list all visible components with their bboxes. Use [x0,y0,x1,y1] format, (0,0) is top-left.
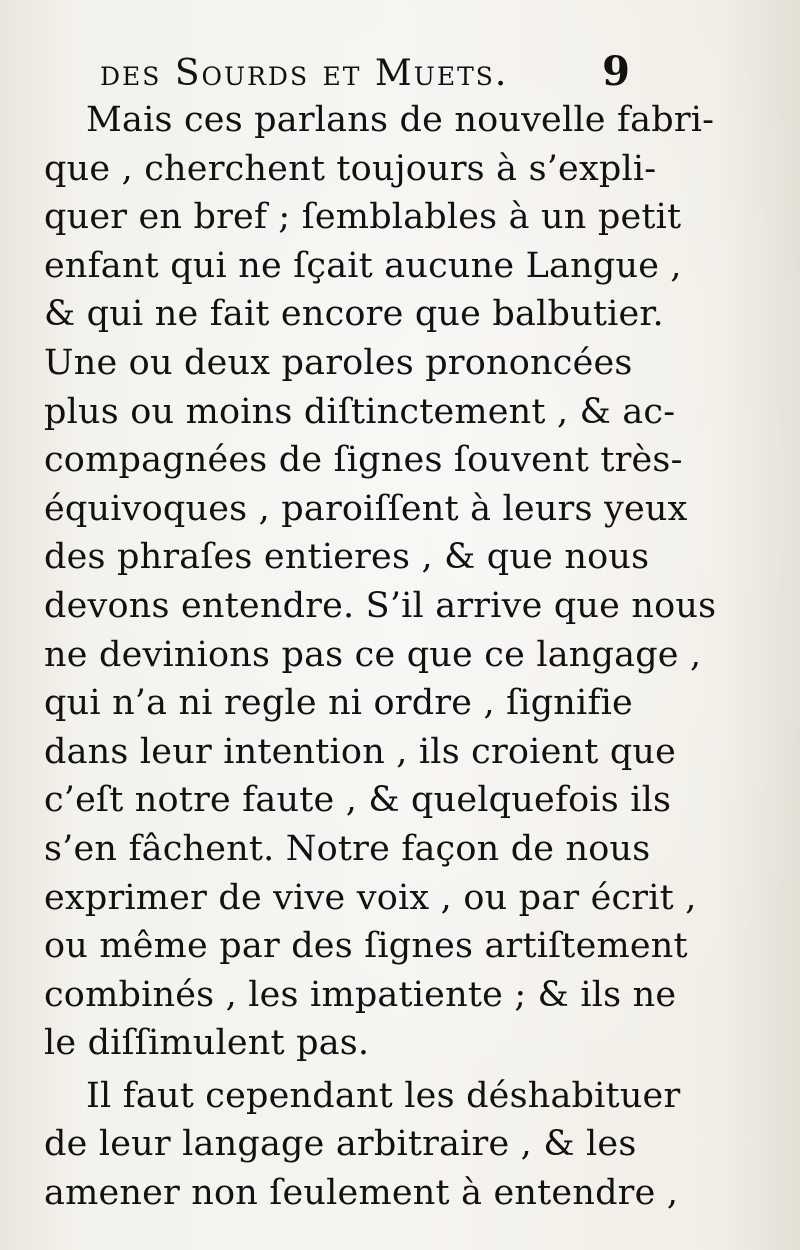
running-title: des Sourds et Muets. [100,53,509,94]
text-line: devons entendre. S’il arrive que nous [44,585,717,626]
text-line: équivoques , paroiſſent à leurs yeux [44,488,688,529]
body-text [44,96,717,1218]
text-line: s’en fâchent. Notre façon de nous [44,828,651,869]
text-line: Une ou deux paroles prononcées [44,342,633,383]
text-line: exprimer de vive voix , ou par écrit , [44,877,697,918]
text-line: amener non ſeulement à entendre , [44,1173,679,1214]
text-line: & qui ne fait encore que balbutier. [44,294,664,335]
text-line: combinés , les impatiente ; & ils ne [44,974,677,1015]
text-line: de leur langage arbitraire , & les [44,1124,637,1165]
text-line: Mais ces parlans de nouvelle fabri- [86,100,715,140]
text-line: ne devinions pas ce que ce langage , [44,634,702,675]
page-number: 9 [602,48,630,95]
text-line: Il faut cependant les déshabituer [86,1075,681,1116]
text-line: c’eſt notre faute , & quelquefois ils [44,780,672,821]
text-line: quer en bref ; ſemblables à un petit [44,197,682,238]
text-line: ou même par des ſignes artiſtement [44,926,688,967]
text-line: des phraſes entieres , & que nous [44,537,650,578]
text-line: compagnées de ſignes ſouvent très- [44,440,683,481]
text-line: dans leur intention , ils croient que [44,731,677,772]
text-line: qui n’a ni regle ni ordre , ſignifie [44,683,633,724]
text-line: le diſſimulent pas. [44,1023,370,1064]
text-line: plus ou moins diſtinctement , & ac- [44,391,676,432]
running-head [100,48,630,95]
text-line: que , cherchent toujours à s’expli- [44,148,657,189]
text-line: enfant qui ne ſçait aucune Langue , [44,245,682,286]
